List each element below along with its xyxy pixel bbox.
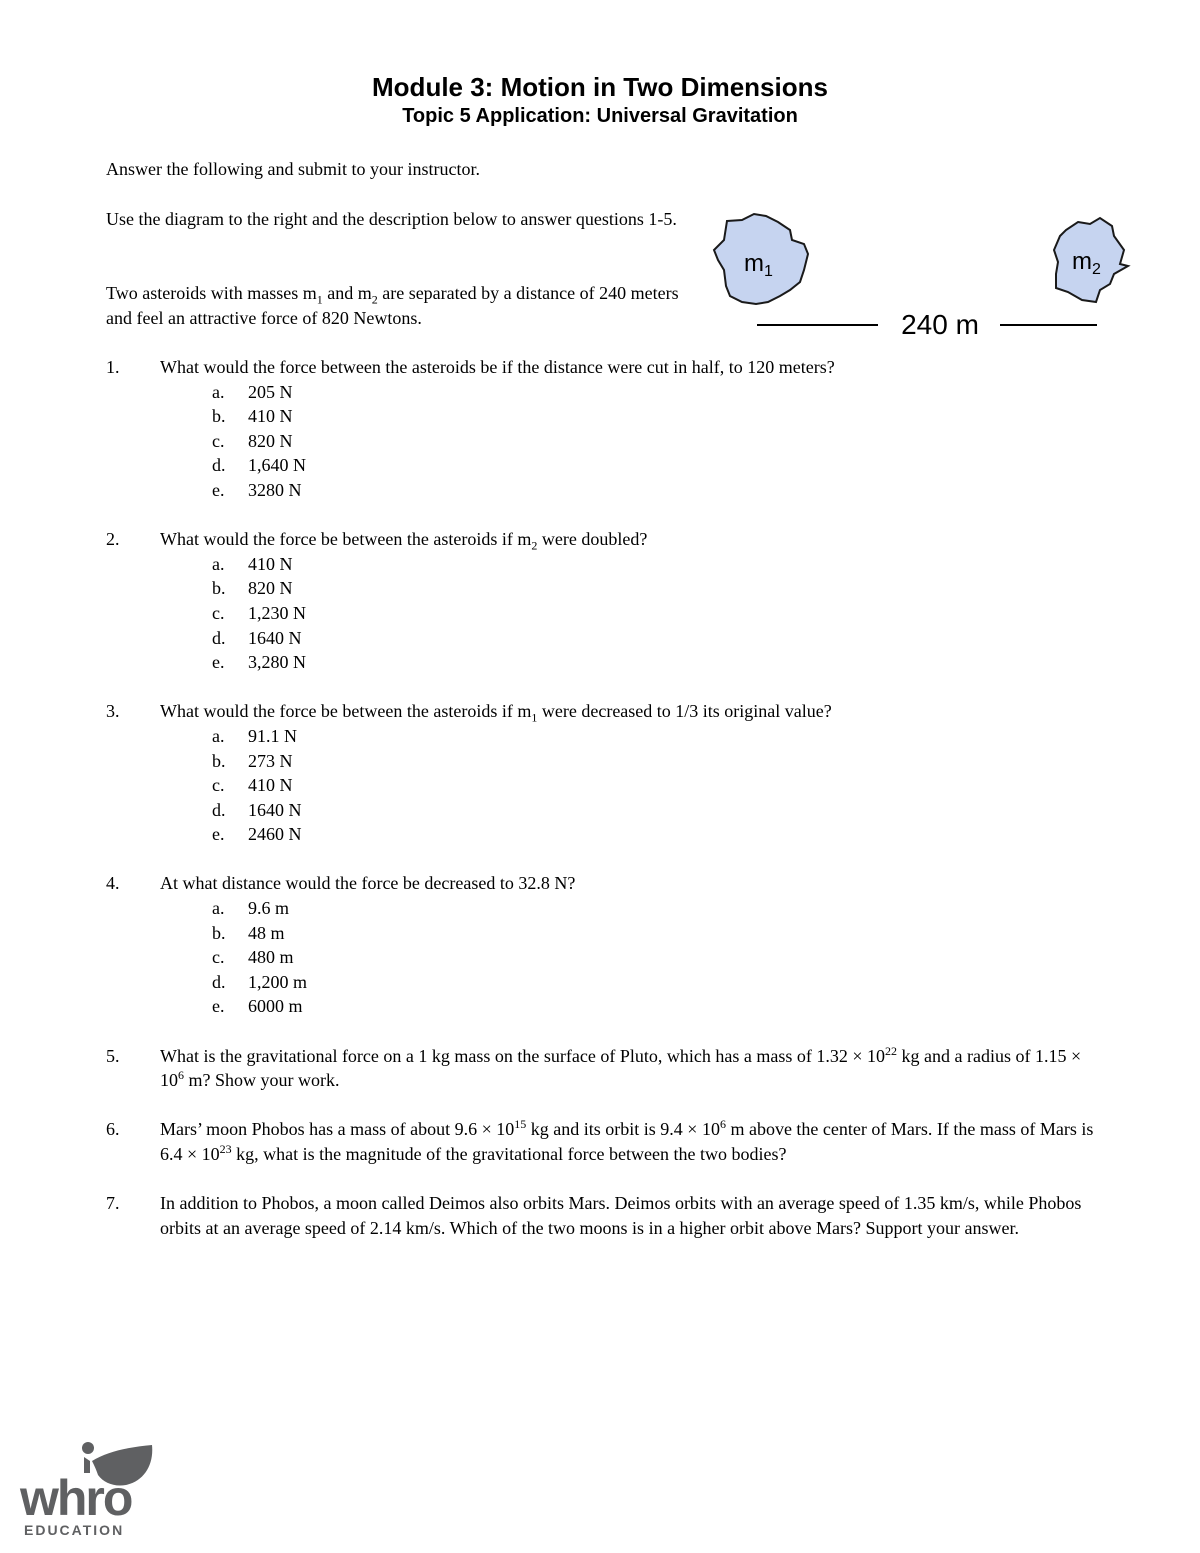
option-letter: b. bbox=[212, 750, 226, 771]
page-subtitle: Topic 5 Application: Universal Gravitation bbox=[402, 105, 798, 127]
question-text bbox=[160, 1044, 1106, 1093]
exponent: 15 bbox=[514, 1117, 527, 1132]
option-text: 3280 N bbox=[248, 479, 302, 500]
answer-options bbox=[160, 552, 1106, 675]
option-text: 410 N bbox=[248, 553, 293, 574]
question-text-part: What would the force be between the asteroids if m bbox=[160, 529, 532, 550]
option-letter: a. bbox=[212, 725, 225, 746]
option-letter: e. bbox=[212, 652, 225, 673]
answer-option[interactable] bbox=[212, 773, 1106, 798]
answer-option[interactable] bbox=[212, 921, 1106, 946]
question-text bbox=[160, 527, 1106, 552]
answer-option[interactable] bbox=[212, 822, 1106, 847]
instructions-text: Answer the following and submit to your instructor. bbox=[106, 159, 480, 179]
answer-option[interactable] bbox=[212, 626, 1106, 651]
option-letter: c. bbox=[212, 430, 225, 451]
question-text-part: m? Show your work. bbox=[184, 1070, 340, 1091]
answer-option[interactable] bbox=[212, 724, 1106, 749]
answer-options bbox=[160, 896, 1106, 1019]
answer-option[interactable] bbox=[212, 798, 1106, 823]
page-title: Module 3: Motion in Two Dimensions bbox=[372, 72, 828, 102]
option-text: 3,280 N bbox=[248, 652, 306, 673]
whro-education-logo bbox=[18, 1435, 168, 1540]
question-subscript: 1 bbox=[531, 710, 538, 725]
option-text: 480 m bbox=[248, 947, 294, 968]
question-number: 7. bbox=[106, 1193, 120, 1214]
answer-option[interactable] bbox=[212, 404, 1106, 429]
answer-option[interactable] bbox=[212, 576, 1106, 601]
question-text: At what distance would the force be decreased to 32.8 N? bbox=[160, 873, 576, 894]
option-text: 1640 N bbox=[248, 627, 302, 648]
option-letter: d. bbox=[212, 971, 226, 992]
exponent: 6 bbox=[719, 1117, 726, 1132]
question-number: 5. bbox=[106, 1045, 120, 1066]
desc-text: and m bbox=[322, 283, 372, 303]
answer-option[interactable] bbox=[212, 601, 1106, 626]
question-number: 1. bbox=[106, 357, 120, 377]
option-text: 273 N bbox=[248, 750, 293, 771]
option-text: 410 N bbox=[248, 775, 293, 796]
answer-option[interactable] bbox=[212, 994, 1106, 1019]
logo-wordmark: whro bbox=[20, 1470, 132, 1526]
option-text: 1640 N bbox=[248, 799, 302, 820]
option-text: 48 m bbox=[248, 922, 285, 943]
asteroid-diagram bbox=[700, 200, 1140, 345]
exponent: 23 bbox=[219, 1142, 232, 1156]
question-number: 3. bbox=[106, 701, 120, 722]
question-subscript: 2 bbox=[531, 538, 538, 553]
answer-option[interactable] bbox=[212, 896, 1106, 921]
option-text: 1,200 m bbox=[248, 971, 308, 992]
diagram-instructions-text: Use the diagram to the right and the description below to answer questions 1-5. bbox=[106, 209, 677, 229]
desc-sub: 2 bbox=[371, 292, 378, 307]
desc-sub: 1 bbox=[316, 292, 323, 307]
option-letter: d. bbox=[212, 799, 226, 820]
question-4 bbox=[106, 871, 1106, 1019]
option-letter: a. bbox=[212, 898, 225, 919]
question-text-part: What would the force be between the asteroids if m bbox=[160, 701, 532, 722]
logo-leaf-dot bbox=[82, 1442, 94, 1454]
option-text: 820 N bbox=[248, 430, 293, 451]
question-text-part: m above the center of Mars. If the mass of Mars is 6.4 × 10 bbox=[160, 1119, 1094, 1164]
logo-tagline: EDUCATION bbox=[24, 1522, 125, 1538]
question-text-part: kg and its orbit is 9.4 × 10 bbox=[526, 1119, 720, 1140]
option-text: 205 N bbox=[248, 381, 293, 402]
option-letter: c. bbox=[212, 775, 225, 796]
question-number: 2. bbox=[106, 529, 120, 550]
option-letter: b. bbox=[212, 406, 226, 427]
question-1 bbox=[106, 355, 1106, 503]
option-text: 410 N bbox=[248, 406, 293, 427]
option-text: 2460 N bbox=[248, 824, 302, 845]
m2-subscript: 2 bbox=[1092, 261, 1101, 278]
option-text: 6000 m bbox=[248, 996, 303, 1017]
answer-option[interactable] bbox=[212, 945, 1106, 970]
option-letter: c. bbox=[212, 602, 225, 623]
answer-option[interactable] bbox=[212, 650, 1106, 675]
option-letter: e. bbox=[212, 479, 225, 500]
exponent: 6 bbox=[178, 1068, 184, 1083]
option-letter: b. bbox=[212, 578, 226, 599]
m1-subscript: 1 bbox=[764, 263, 773, 280]
distance-label: 240 m bbox=[901, 309, 979, 340]
question-text: In addition to Phobos, a moon called Deimos also orbits Mars. Deimos orbits with an average speed of 1.35 km/s, while Phobos orbits at an average speed of 2.14 km/s. Which of the two moons is in a higher orbit above Mars? Support your answer. bbox=[160, 1193, 1082, 1238]
question-text: What would the force between the asteroids be if the distance were cut in half, to 120 meters? bbox=[160, 357, 835, 377]
answer-option[interactable] bbox=[212, 478, 1106, 503]
question-number: 6. bbox=[106, 1119, 120, 1140]
option-letter: a. bbox=[212, 381, 225, 402]
answer-option[interactable] bbox=[212, 429, 1106, 454]
question-text-part: kg and a radius of 1.15 × 10 bbox=[160, 1045, 1082, 1091]
answer-options bbox=[160, 724, 1106, 847]
option-letter: a. bbox=[212, 553, 225, 574]
answer-option[interactable] bbox=[212, 380, 1106, 405]
desc-text: Two asteroids with masses m bbox=[106, 283, 317, 303]
option-text: 1,640 N bbox=[248, 455, 306, 476]
answer-option[interactable] bbox=[212, 749, 1106, 774]
question-text-part: kg, what is the magnitude of the gravitational force between the two bodies? bbox=[231, 1144, 787, 1164]
option-letter: d. bbox=[212, 627, 226, 648]
option-text: 91.1 N bbox=[248, 725, 297, 746]
option-text: 820 N bbox=[248, 578, 293, 599]
option-letter: c. bbox=[212, 947, 225, 968]
question-text bbox=[160, 1117, 1106, 1166]
question-number: 4. bbox=[106, 873, 120, 894]
question-6 bbox=[106, 1117, 1106, 1166]
question-text-part: Mars’ moon Phobos has a mass of about 9.6 × 10 bbox=[160, 1119, 515, 1140]
question-text bbox=[160, 699, 1106, 724]
exponent: 22 bbox=[884, 1043, 897, 1058]
answer-option[interactable] bbox=[212, 970, 1106, 995]
option-letter: e. bbox=[212, 996, 225, 1017]
question-2 bbox=[106, 527, 1106, 675]
option-letter: d. bbox=[212, 455, 226, 476]
m1-letter: m bbox=[744, 250, 764, 277]
question-list bbox=[106, 355, 1106, 1265]
option-text: 9.6 m bbox=[248, 898, 290, 919]
question-text-part: were decreased to 1/3 its original value? bbox=[537, 701, 832, 722]
question-text-part: were doubled? bbox=[537, 529, 648, 550]
question-3 bbox=[106, 699, 1106, 847]
desc-text: are separated by a distance of 240 meters and feel an attractive force of 820 Newtons. bbox=[106, 283, 679, 328]
m2-letter: m bbox=[1072, 248, 1092, 275]
question-text-part: What is the gravitational force on a 1 kg mass on the surface of Pluto, which has a mass of 1.32 × 10 bbox=[160, 1045, 885, 1066]
option-letter: e. bbox=[212, 824, 225, 845]
problem-description bbox=[106, 281, 706, 330]
answer-option[interactable] bbox=[212, 453, 1106, 478]
question-7 bbox=[106, 1191, 1106, 1240]
option-text: 1,230 N bbox=[248, 602, 306, 623]
question-5 bbox=[106, 1044, 1106, 1093]
option-letter: b. bbox=[212, 922, 226, 943]
answer-options bbox=[160, 380, 1106, 503]
answer-option[interactable] bbox=[212, 552, 1106, 577]
